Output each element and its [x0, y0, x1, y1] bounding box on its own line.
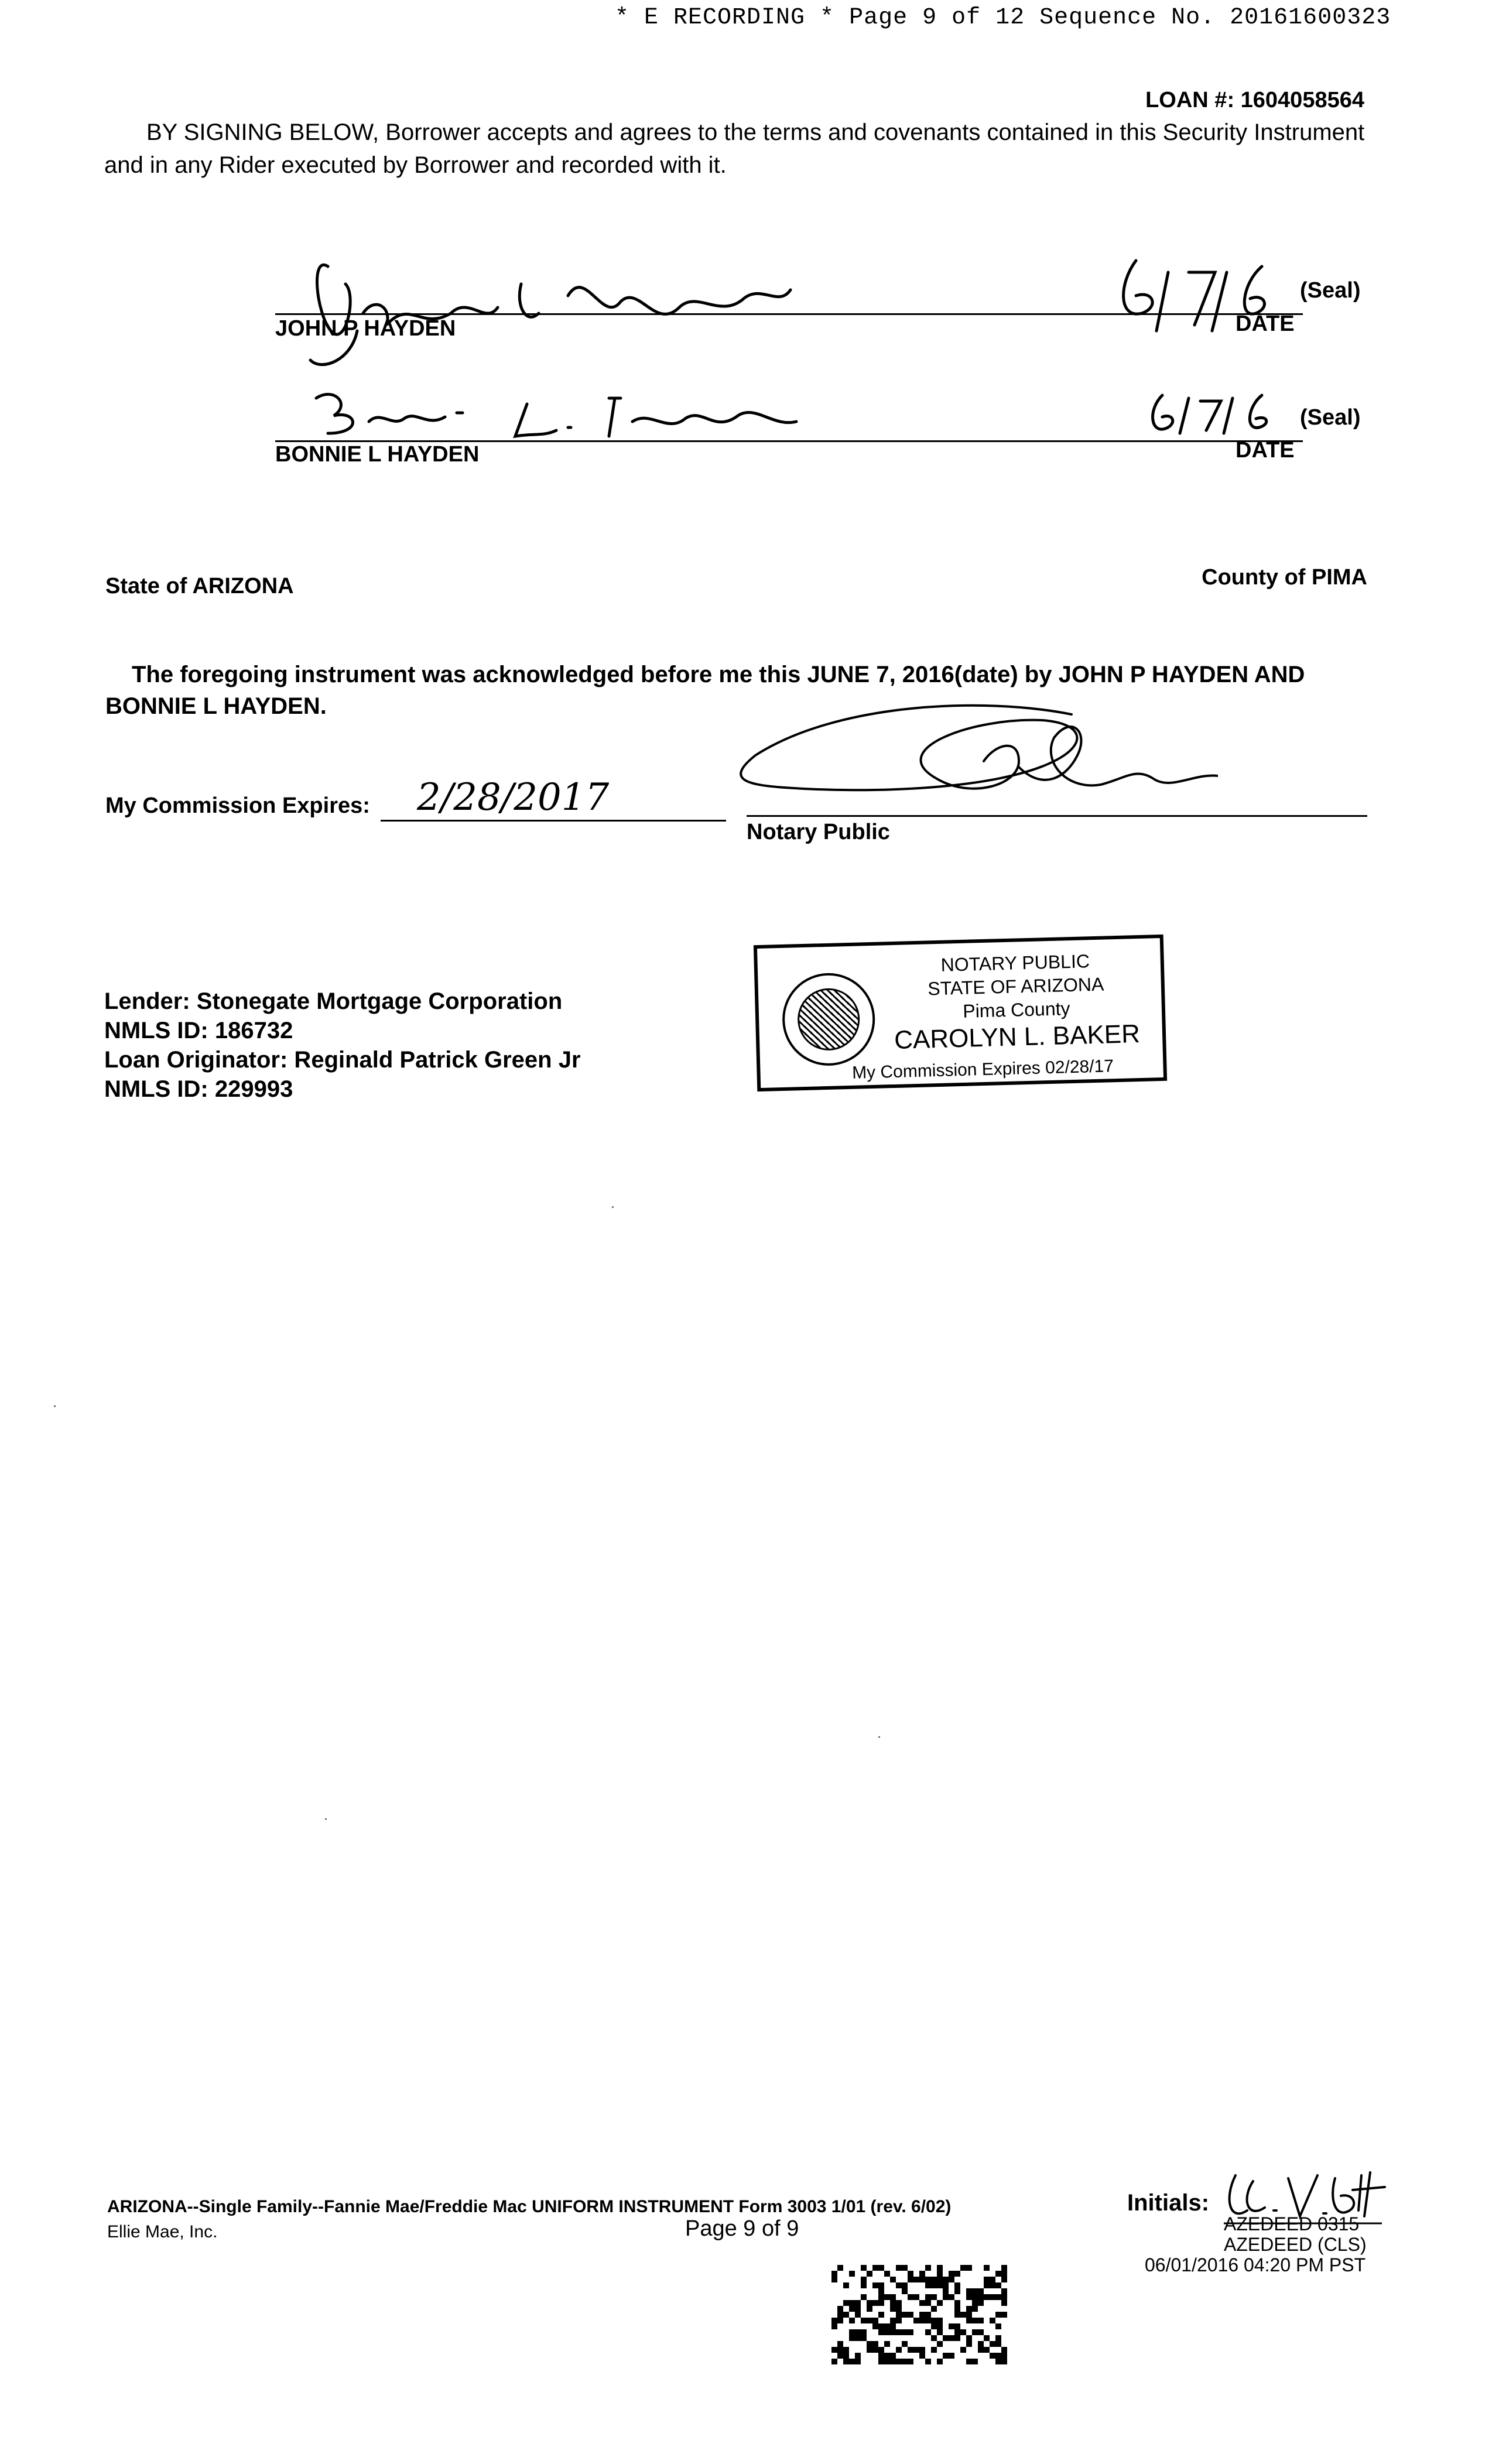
seal-label-1: (Seal)	[1300, 278, 1361, 303]
scan-speck	[878, 1736, 880, 1738]
date-label-2: DATE	[1236, 438, 1295, 463]
arizona-seal-icon	[781, 972, 876, 1067]
footer-company: Ellie Mae, Inc.	[107, 2222, 218, 2241]
footer-meta-2: AZEDEED (CLS)	[1224, 2234, 1367, 2255]
footer-form-line: ARIZONA--Single Family--Fannie Mae/Freddie Mac UNIFORM INSTRUMENT Form 3003 1/01 (rev. 6/02)	[107, 2197, 952, 2216]
recording-header: * E RECORDING * Page 9 of 12 Sequence No. 20161600323	[615, 5, 1391, 31]
stamp-line-2: STATE OF ARIZONA	[927, 973, 1104, 1000]
commission-expires-label: My Commission Expires:	[105, 793, 370, 818]
notary-public-label: Notary Public	[747, 820, 890, 844]
county-label: County of PIMA	[1202, 565, 1367, 590]
bonnie-hayden-signature-date	[1145, 386, 1274, 439]
stamp-line-1: NOTARY PUBLIC	[940, 950, 1090, 976]
scan-speck	[612, 1206, 614, 1208]
stamp-line-3: Pima County	[962, 998, 1070, 1022]
seal-label-2: (Seal)	[1300, 405, 1361, 430]
bonnie-hayden-signature	[304, 381, 808, 445]
signing-statement-text: BY SIGNING BELOW, Borrower accepts and agrees to the terms and covenants contained in this Security Instrument and in any Rider executed by Borrower and recorded with it.	[104, 119, 1365, 178]
footer-page-number: Page 9 of 9	[685, 2216, 799, 2241]
stamp-expiry: My Commission Expires 02/28/17	[851, 1056, 1114, 1083]
commission-line	[381, 820, 726, 822]
footer-meta-1: AZEDEED 0315	[1224, 2213, 1360, 2234]
scan-speck	[54, 1405, 56, 1407]
state-label: State of ARIZONA	[105, 574, 294, 598]
signer-name-2: BONNIE L HAYDEN	[275, 442, 480, 467]
2d-barcode-icon	[831, 2265, 1007, 2364]
notary-signature	[691, 691, 1218, 820]
lender-info	[104, 987, 581, 1104]
stamp-notary-name: CAROLYN L. BAKER	[894, 1019, 1141, 1055]
lender-nmls: NMLS ID: 186732	[104, 1018, 293, 1043]
signer-name-1: JOHN P HAYDEN	[275, 316, 456, 341]
john-hayden-signature	[275, 243, 802, 378]
footer-timestamp: 06/01/2016 04:20 PM PST	[1145, 2254, 1366, 2275]
signature-line-1	[275, 313, 1303, 315]
originator-nmls: NMLS ID: 229993	[104, 1076, 293, 1102]
scan-speck	[325, 1818, 327, 1820]
signing-statement	[104, 116, 1369, 182]
date-label-1: DATE	[1236, 312, 1295, 336]
commission-expires-value: 2/28/2017	[417, 776, 610, 819]
lender-name: Lender: Stonegate Mortgage Corporation	[104, 988, 563, 1014]
notary-signature-line	[747, 815, 1367, 817]
loan-number: LOAN #: 1604058564	[1145, 88, 1364, 112]
initials-label: Initials:	[1127, 2190, 1210, 2216]
notary-stamp	[754, 935, 1167, 1091]
loan-originator: Loan Originator: Reginald Patrick Green Jr	[104, 1047, 581, 1073]
acknowledgment-text: The foregoing instrument was acknowledged before me this JUNE 7, 2016(date) by JOHN P HAYDEN AND BONNIE L HAYDEN.	[105, 662, 1305, 719]
